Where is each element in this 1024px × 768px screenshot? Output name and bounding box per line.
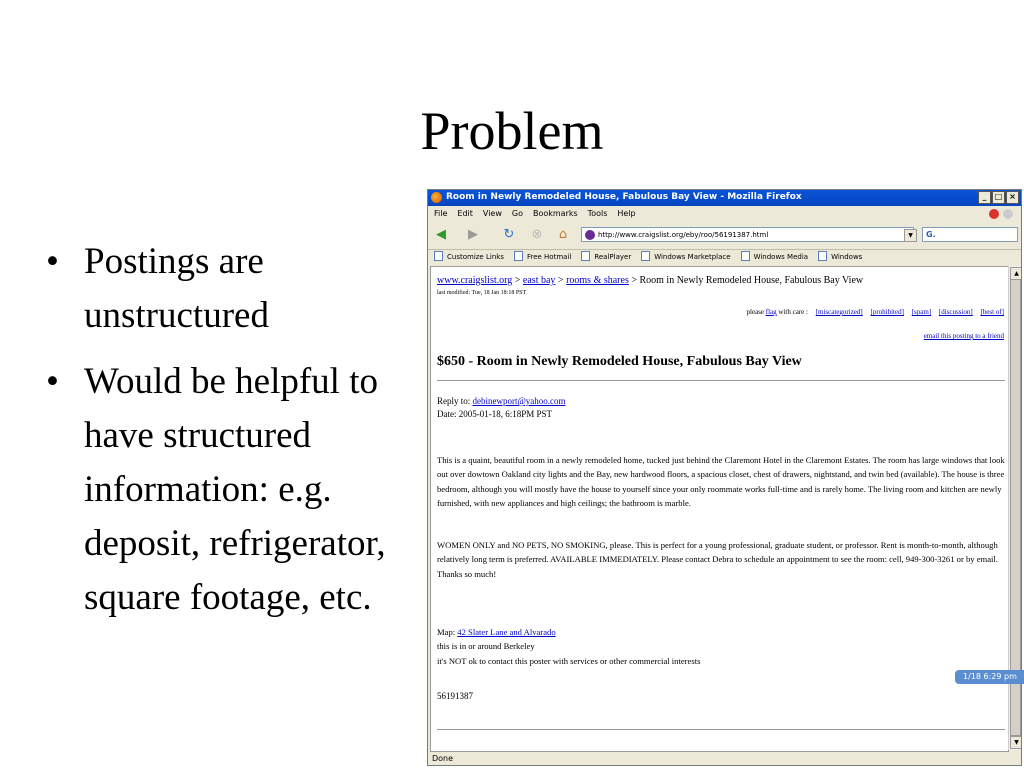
posting-id: 56191387 xyxy=(437,691,473,701)
stop-icon[interactable] xyxy=(989,209,999,219)
status-bar xyxy=(428,751,1021,766)
menu-view[interactable]: View xyxy=(482,209,502,218)
breadcrumb-separator: > xyxy=(512,275,523,286)
scroll-up-icon[interactable]: ▲ xyxy=(1010,267,1022,280)
site-icon xyxy=(585,230,595,240)
breadcrumb-separator: > xyxy=(555,275,567,286)
forward-icon[interactable]: ▶ xyxy=(468,227,478,242)
reload-icon[interactable]: ↻ xyxy=(503,227,515,242)
flag-best-of-link[interactable]: [best of] xyxy=(980,308,1004,316)
thanks-text: Thanks so much! xyxy=(437,568,497,579)
flag-prohibited-link[interactable]: [prohibited] xyxy=(870,308,904,316)
menu-bookmarks[interactable]: Bookmarks xyxy=(532,209,578,218)
bookmark-item[interactable]: Customize Links xyxy=(434,250,504,264)
contact-notice: it's NOT ok to contact this poster with services or other commercial interests xyxy=(437,655,701,666)
home-icon[interactable]: ⌂ xyxy=(558,227,568,242)
location-text: this is in or around Berkeley xyxy=(437,641,535,652)
email-friend-link[interactable]: email this posting to a friend xyxy=(923,332,1004,340)
posting-body-paragraph: This is a quaint, beautiful room in a newly remodeled home, tucked just behind the Claremont Hotel in the Claremont Estates. The room has large windows that look out over dowtown Oakland city lights and the Bay, new hardwood floors, a spacious closet, chest of drawers, nightstand, and twin bed (available). The house is three bedroom, although you will mostly have the house to yourself since your only roommate works full-time and is rarely home. The living room and kitchen are newly furnished, with new appliances and high ceilings; the bathroom is marble. xyxy=(437,455,1005,508)
last-modified: last modified: Tue, 18 Jan 18:18 PST xyxy=(437,290,527,296)
reply-info xyxy=(437,395,566,421)
flag-miscategorized-link[interactable]: [miscategorized] xyxy=(815,308,863,316)
timestamp-badge: 1/18 6:29 pm xyxy=(955,670,1024,684)
minimize-button[interactable]: _ xyxy=(978,191,991,204)
firefox-icon xyxy=(431,192,442,203)
breadcrumb-category-link[interactable]: rooms & shares xyxy=(566,275,629,286)
breadcrumb-current: > Room in Newly Remodeled House, Fabulous Bay View xyxy=(628,275,864,286)
page-content xyxy=(430,266,1009,752)
chevron-down-icon[interactable]: ▼ xyxy=(904,229,917,242)
search-input[interactable]: G. xyxy=(922,227,1018,242)
scroll-thumb[interactable] xyxy=(1010,279,1021,736)
bookmark-item[interactable]: Free Hotmail xyxy=(514,250,571,264)
close-button[interactable]: × xyxy=(1006,191,1019,204)
bullet-item: • Would be helpful to have structured information: e.g. deposit, refrigerator, square footage, etc. xyxy=(40,355,420,625)
maximize-button[interactable]: □ xyxy=(992,191,1005,204)
menu-tools[interactable]: Tools xyxy=(587,209,608,218)
flag-options xyxy=(747,308,1004,316)
posting-body-text: WOMEN ONLY and NO PETS, NO SMOKING, please. This is perfect for a young professional, graduate student, or professor. Rent is month-to-month, although relatively long term is preferred. AVAILABLE IMMEDIATELY. Please contact Debra to schedule an appointment to see the room: cell, 949-300-3261 or by email. xyxy=(437,540,998,565)
browser-window xyxy=(427,189,1022,766)
scroll-down-icon[interactable]: ▼ xyxy=(1010,736,1022,749)
reply-email-link[interactable]: debinewport@yahoo.com xyxy=(472,396,566,406)
window-title: Room in Newly Remodeled House, Fabulous Bay View - Mozilla Firefox xyxy=(446,192,802,202)
posting-body-paragraph xyxy=(437,538,1009,581)
menu-bar xyxy=(428,207,1021,221)
flag-suffix: with care : xyxy=(778,308,808,316)
breadcrumb xyxy=(437,275,863,286)
bookmark-item[interactable]: Windows Marketplace xyxy=(641,250,730,264)
posting-title: $650 - Room in Newly Remodeled House, Fabulous Bay View xyxy=(437,354,802,369)
divider xyxy=(437,729,1005,730)
url-bar[interactable] xyxy=(581,227,914,242)
stop-icon[interactable]: ⊗ xyxy=(531,227,543,242)
bookmark-item[interactable]: RealPlayer xyxy=(581,250,631,264)
bullet-list xyxy=(40,235,420,637)
map-info xyxy=(437,625,700,668)
divider xyxy=(437,380,1005,381)
flag-link[interactable]: flag xyxy=(765,308,777,316)
menu-file[interactable]: File xyxy=(434,209,448,218)
menu-edit[interactable]: Edit xyxy=(457,209,473,218)
flag-prefix: please xyxy=(746,308,765,316)
title-bar[interactable] xyxy=(428,190,1021,206)
bullet-item: • Postings are unstructured xyxy=(40,235,420,343)
menu-help[interactable]: Help xyxy=(617,209,636,218)
menu-go[interactable]: Go xyxy=(511,209,523,218)
navigation-toolbar xyxy=(428,222,1021,248)
throbber-icon xyxy=(1003,209,1013,219)
reply-label: Reply to: xyxy=(437,396,471,406)
breadcrumb-area-link[interactable]: east bay xyxy=(522,275,556,286)
flag-spam-link[interactable]: [spam] xyxy=(911,308,932,316)
bookmarks-toolbar xyxy=(428,249,1021,265)
back-icon[interactable]: ◀ xyxy=(436,227,446,242)
bookmark-item[interactable]: Windows Media xyxy=(741,250,809,264)
slide-title: Problem xyxy=(420,101,604,161)
map-link[interactable]: 42 Slater Lane and Alvarado xyxy=(457,627,556,637)
breadcrumb-site-link[interactable]: www.craigslist.org xyxy=(437,275,513,286)
status-text: Done xyxy=(432,754,454,763)
posting-date: Date: 2005-01-18, 6:18PM PST xyxy=(437,409,553,419)
flag-discussion-link[interactable]: [discussion] xyxy=(938,308,973,316)
map-label: Map: xyxy=(437,627,456,637)
bookmark-item[interactable]: Windows xyxy=(818,250,862,264)
url-text: http://www.craigslist.org/eby/roo/56191387.html xyxy=(598,231,769,239)
